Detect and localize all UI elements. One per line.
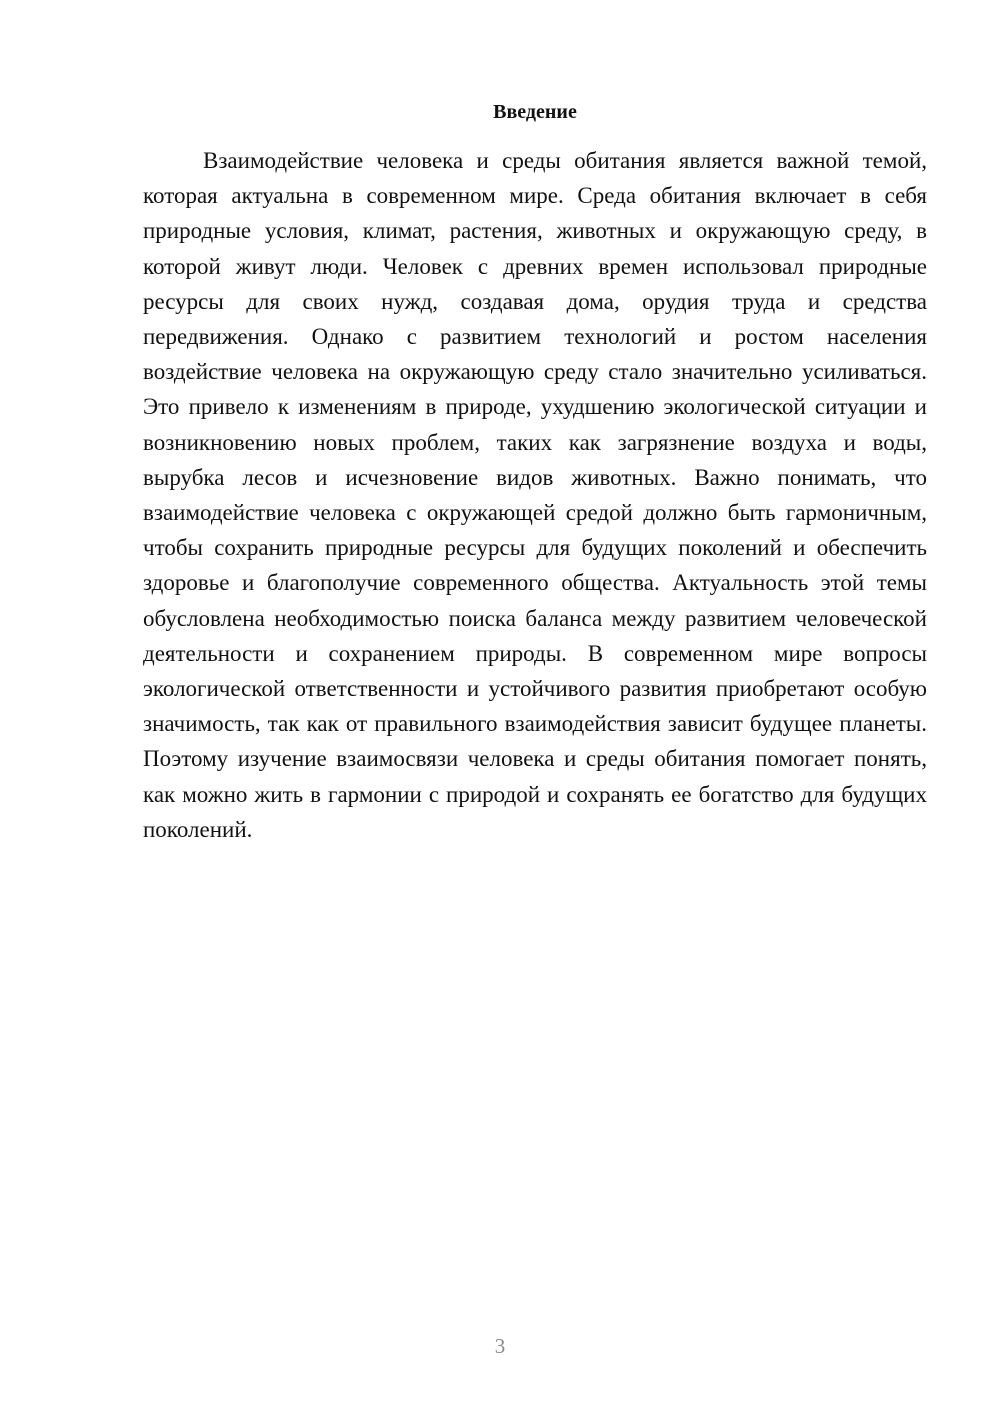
intro-paragraph: Взаимодействие человека и среды обитания является важной темой, которая актуальна в современном мире. Среда обитания включает в себя природные условия, климат, растения, животных и окружающую среду, в которой живут люди. Человек с древних времен использовал природные ресурсы для своих нужд, создавая дома, орудия труда и средства передвижения. Однако с развитием технологий и ростом населения воздействие человека на окружающую среду стало значительно усиливаться. Это привело к изменениям в природе, ухудшению экологической ситуации и возникновению новых проблем, таких как загрязнение воздуха и воды, вырубка лесов и исчезновение видов животных. Важно понимать, что взаимодействие человека с окружающей средой должно быть гармоничным, чтобы сохранить природные ресурсы для будущих поколений и обеспечить здоровье и благополучие современного общества. Актуальность этой темы обусловлена необходимостью поиска баланса между развитием человеческой деятельности и сохранением природы. В современном мире вопросы экологической ответственности и устойчивого развития приобретают особую значимость, так как от правильного взаимодействия зависит будущее планеты. Поэтому изучение взаимосвязи человека и среды обитания помогает понять, как можно жить в гармонии с природой и сохранять ее богатство для будущих поколений. — [143, 148, 927, 842]
page-number: 3 — [494, 1334, 506, 1358]
section-title: Введение — [493, 101, 577, 123]
